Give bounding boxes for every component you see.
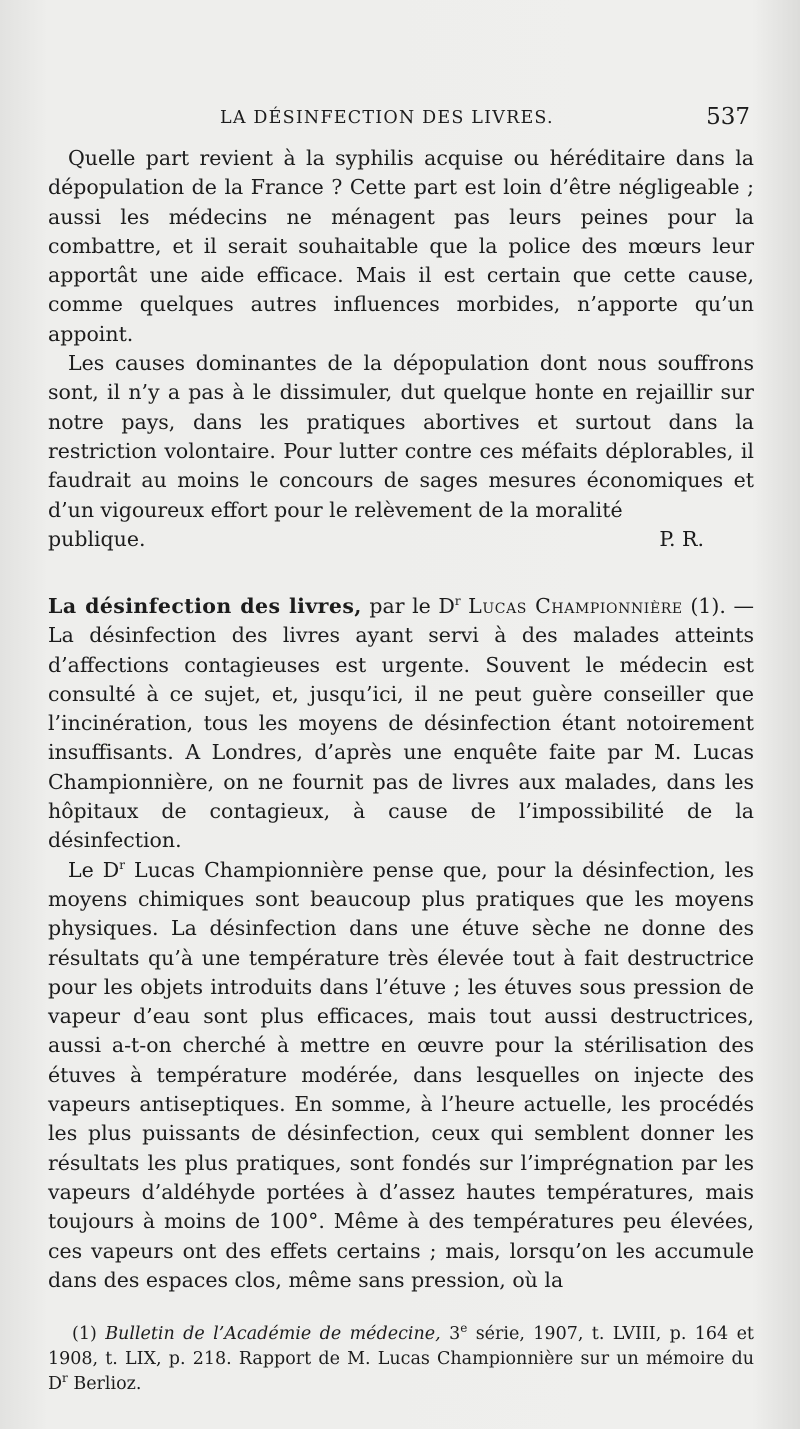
- section-paragraph-1: [48, 592, 754, 856]
- footnote-ref: (1).: [690, 594, 726, 618]
- para2-doctor-sup: r: [119, 857, 125, 872]
- footnote: [48, 1322, 754, 1397]
- author-initials: P. R.: [659, 526, 704, 551]
- section-author: Lucas Championnière: [468, 594, 683, 618]
- signature-line: [48, 525, 754, 554]
- footnote-serie: 3: [449, 1324, 461, 1344]
- para2-start: Le D: [68, 857, 120, 882]
- footnote-end: Berlioz.: [67, 1374, 142, 1394]
- footnote-doctor-sup: r: [62, 1371, 68, 1386]
- running-title: LA DÉSINFECTION DES LIVRES.: [220, 108, 554, 128]
- footnote-text: [48, 1322, 754, 1397]
- footnote-rest: série, 1907, t. LVIII, p. 164 et 1908, t. LIX, p. 218. Rapport de M. Lucas Championnière sur un mémoire du D: [48, 1324, 754, 1394]
- footnote-serie-sup: e: [460, 1321, 468, 1336]
- page-number: 537: [706, 104, 750, 130]
- section-text-2: Lucas Championnière pense que, pour la désinfection, les moyens chimiques sont beaucoup plus pratiques que les moyens physiques. La désinfection dans une étuve sèche ne donne des résultats qu’à une température très élevée tout à fait destructrice pour les objets introduits dans l’étuve ; les étuves sous pression de vapeur d’eau sont plus efficaces, mais tout aussi destructrices, aussi a-t-on cherché à mettre en œuvre pour la stérilisation des étuves à température modérée, dans lesquelles on injecte des vapeurs antiseptiques. En somme, à l’heure actuelle, les procédés les plus puissants de désinfection, ceux qui semblent donner les résultats les plus pratiques, sont fondés sur l’imprégnation par les vapeurs d’aldéhyde portées à d’assez hautes températures, mais toujours à moins de 100°. Même à des températures peu élevées, ces vapeurs ont des effets certains ; mais, lorsqu’on les accumule dans des espaces clos, même sans pression, où la: [48, 857, 754, 1292]
- section-paragraph-2: [48, 856, 754, 1295]
- main-text: [48, 144, 754, 554]
- doctor-abbrev-sup: r: [454, 594, 461, 609]
- paragraph-causes: Les causes dominantes de la dépopulation dont nous souffrons sont, il n’y a pas à le dissimuler, dut quelque honte en rejaillir sur notre pays, dans les pratiques abortives et surtout dans la restriction volontaire. Pour lutter contre ces méfaits déplorables, il faudrait au moins le concours de sages mesures économiques et d’un vigoureux effort pour le relèvement de la moralité: [48, 351, 754, 522]
- closing-word: publique.: [48, 526, 146, 551]
- page-header: [48, 104, 754, 136]
- footnote-journal: Bulletin de l’Académie de médecine,: [105, 1324, 441, 1344]
- section-desinfection: [48, 592, 754, 1295]
- section-text-1: — La désinfection des livres ayant servi à des malades atteints d’affections contagieuses est urgente. Souvent le médecin est consulté à ce sujet, et, jusqu’ici, il ne peut guère conseiller que l’incinération, tous les moyens de désinfection étant notoirement insuffisants. A Londres, d’après une enquête faite par M. Lucas Championnière, on ne fournit pas de livres aux malades, dans les hôpitaux de contagieux, à cause de l’impossibilité de la désinfection.: [48, 594, 754, 853]
- section-byline: par le D: [369, 594, 455, 618]
- footnote-number: (1): [72, 1324, 97, 1344]
- section-title: La désinfection des livres,: [48, 594, 362, 618]
- paragraph-syphilis: Quelle part revient à la syphilis acquise ou héréditaire dans la dépopulation de la France ? Cette part est loin d’être négligeable ; aussi les médecins ne ménagent pas leurs peines pour la combattre, et il serait souhaitable que la police des mœurs leur apportât une aide efficace. Mais il est certain que cette cause, comme quelques autres influences morbides, n’apporte qu’un appoint.: [48, 146, 754, 346]
